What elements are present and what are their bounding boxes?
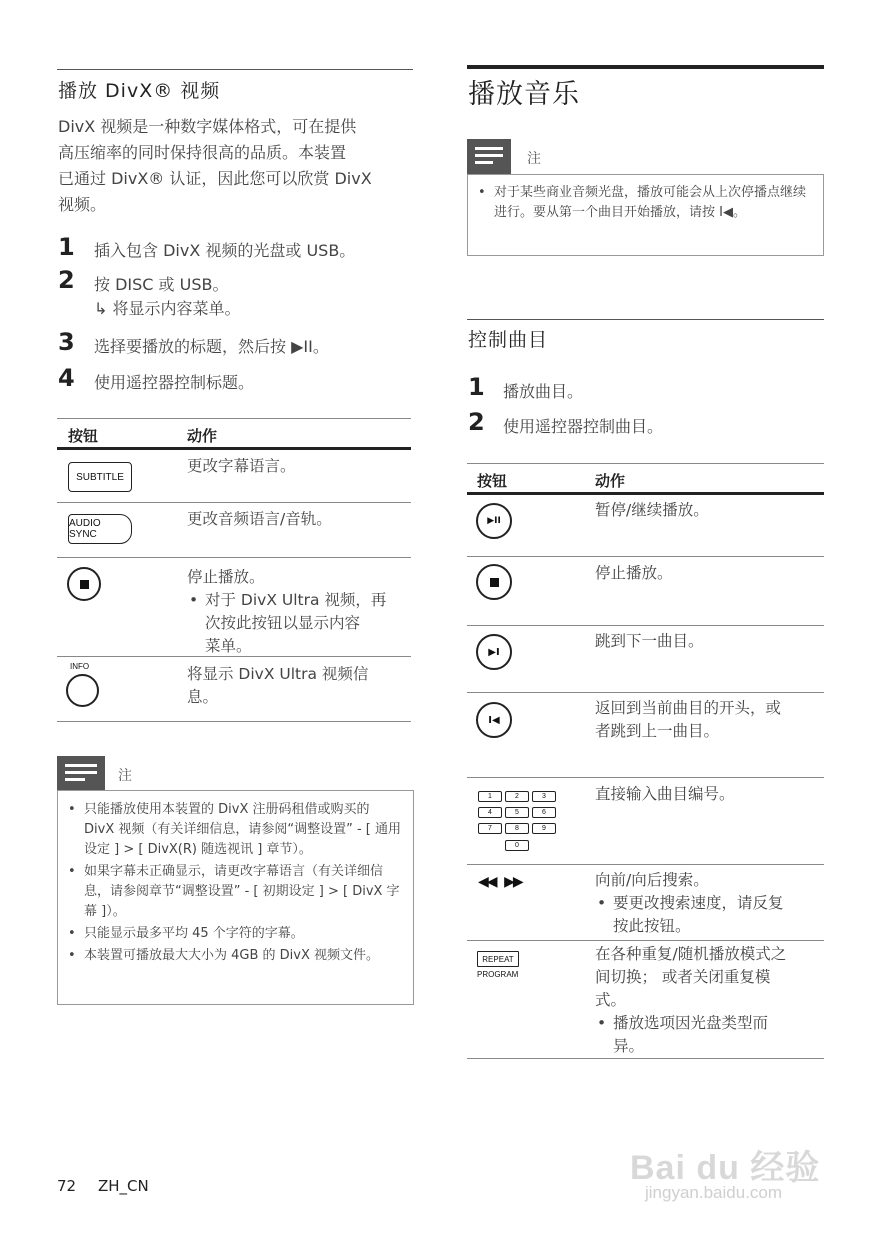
action-line: 将显示 DivX Ultra 视频信	[187, 665, 369, 683]
bullet-line: • 播放选项因光盘类型而	[613, 1014, 769, 1032]
action-line: 式。	[595, 991, 627, 1009]
step-text: 选择要播放的标题，然后按 ▶II。	[94, 337, 329, 356]
bullet-line: • 对于 DivX Ultra 视频，再	[205, 591, 387, 609]
intro-line: 高压缩率的同时保持很高的品质。本装置	[58, 143, 347, 162]
key-1: 1	[478, 791, 502, 802]
table-cell-action: 跳到下一曲目。	[595, 632, 704, 650]
table-header-button: 按钮	[477, 472, 508, 490]
note-label: 注	[118, 768, 132, 784]
action-line: 者跳到上一曲目。	[595, 722, 720, 740]
table-header-action: 动作	[187, 427, 218, 445]
step-number: 3	[58, 328, 75, 356]
stop-icon	[476, 564, 512, 600]
note-item: • 对于某些商业音频光盘，播放可能会从上次停播点继续进行。要从第一个曲目开始播放，请按 I◀。	[476, 183, 806, 223]
table-header-action: 动作	[595, 472, 626, 490]
table-cell-action: 停止播放。	[595, 564, 673, 582]
step-number: 1	[58, 233, 75, 261]
key-5: 5	[505, 807, 529, 818]
note-icon	[467, 139, 511, 174]
next-track-icon: ▶I	[476, 634, 512, 670]
note-icon	[57, 756, 105, 790]
divx-intro-paragraph	[58, 114, 418, 218]
key-4: 4	[478, 807, 502, 818]
bullet-line: • 要更改搜索速度，请反复	[613, 894, 784, 912]
table-header-button: 按钮	[68, 427, 99, 445]
table-cell-action	[595, 943, 820, 1058]
table-cell-action: 暂停/继续播放。	[595, 501, 709, 519]
step-number: 1	[468, 373, 485, 401]
table-cell-action: 更改字幕语言。	[187, 457, 296, 475]
table-cell-action: 更改音频语言/音轨。	[187, 510, 332, 528]
key-0: 0	[505, 840, 529, 851]
note-list	[476, 183, 806, 225]
baidu-watermark-logo: Bai du 经验	[630, 1149, 821, 1187]
note-item: • 只能播放使用本装置的 DivX 注册码租借或购买的 DivX 视频（有关详细信息，请参阅“调整设置” - [ 通用设定 ] > [ DivX(R) 随选视讯 ] 章节）。	[66, 800, 402, 860]
note-item: • 只能显示最多平均 45 个字符的字幕。	[66, 924, 402, 944]
bullet-line: 菜单。	[205, 637, 252, 655]
step-number: 2	[58, 266, 75, 294]
table-cell-action	[187, 566, 402, 658]
key-2: 2	[505, 791, 529, 802]
key-9: 9	[532, 823, 556, 834]
action-line: 在各种重复/随机播放模式之	[595, 945, 787, 963]
bullet-line: 异。	[613, 1037, 645, 1055]
action-line: 返回到当前曲目的开头，或	[595, 699, 782, 717]
key-7: 7	[478, 823, 502, 834]
divx-section-title: 播放 DivX® 视频	[58, 80, 221, 102]
page-number: 72	[57, 1177, 77, 1195]
key-3: 3	[532, 791, 556, 802]
rewind-forward-icon: ◀◀ ▶▶	[478, 874, 522, 890]
key-8: 8	[505, 823, 529, 834]
play-pause-icon: ▶II	[476, 503, 512, 539]
repeat-button-icon: REPEAT	[477, 951, 519, 967]
note-label: 注	[527, 151, 541, 167]
action-bullet	[595, 1012, 820, 1058]
step-text: 插入包含 DivX 视频的光盘或 USB。	[94, 241, 356, 260]
action-bullet-list	[187, 589, 402, 658]
action-text: 停止播放。	[187, 568, 265, 586]
program-button-label: PROGRAM	[477, 970, 519, 979]
intro-line: DivX 视频是一种数字媒体格式，可在提供	[58, 117, 357, 136]
subtitle-button-icon: SUBTITLE	[68, 462, 132, 492]
step-number: 2	[468, 408, 485, 436]
action-line: 间切换； 或者关闭重复模	[595, 968, 771, 986]
note-item: • 如果字幕未正确显示，请更改字幕语言（有关详细信息，请参阅章节“调整设置” - [ 初期设定 ] > [ DivX 字幕 ]）。	[66, 862, 402, 922]
step-text: 使用遥控器控制曲目。	[503, 417, 664, 436]
note-list	[66, 800, 402, 968]
table-cell-action	[595, 697, 815, 743]
bullet-line: 按此按钮。	[613, 917, 691, 935]
step-text: 按 DISC 或 USB。	[94, 275, 229, 294]
info-button-icon	[66, 674, 99, 707]
step-text: 播放曲目。	[503, 382, 584, 401]
table-cell-action	[595, 869, 815, 938]
table-cell-action: 直接输入曲目编号。	[595, 785, 735, 803]
intro-line: 视频。	[58, 195, 107, 214]
intro-line: 已通过 DivX® 认证，因此您可以欣赏 DivX	[58, 169, 372, 188]
info-button-label: INFO	[70, 662, 90, 671]
step-number: 4	[58, 364, 75, 392]
control-tracks-title: 控制曲目	[468, 329, 549, 351]
action-line: 息。	[187, 688, 219, 706]
action-bullet	[187, 589, 402, 658]
numeric-keypad-icon	[476, 788, 566, 854]
stop-icon	[67, 567, 101, 601]
action-bullet-list	[595, 1012, 820, 1058]
previous-track-icon: I◀	[476, 702, 512, 738]
key-6: 6	[532, 807, 556, 818]
bullet-line: 次按此按钮以显示内容	[205, 614, 361, 632]
language-code: ZH_CN	[98, 1177, 149, 1195]
action-text: 向前/向后搜索。	[595, 871, 709, 889]
step-text: 使用遥控器控制标题。	[94, 373, 255, 392]
action-bullet	[595, 892, 815, 938]
audio-sync-button-icon: AUDIO SYNC	[68, 514, 132, 544]
step-subresult: ↳ 将显示内容菜单。	[94, 299, 241, 318]
baidu-watermark-url: jingyan.baidu.com	[645, 1183, 783, 1202]
note-item: • 本装置可播放最大大小为 4GB 的 DivX 视频文件。	[66, 946, 402, 966]
action-bullet-list	[595, 892, 815, 938]
table-cell-action	[187, 663, 402, 709]
music-section-title: 播放音乐	[468, 79, 580, 110]
